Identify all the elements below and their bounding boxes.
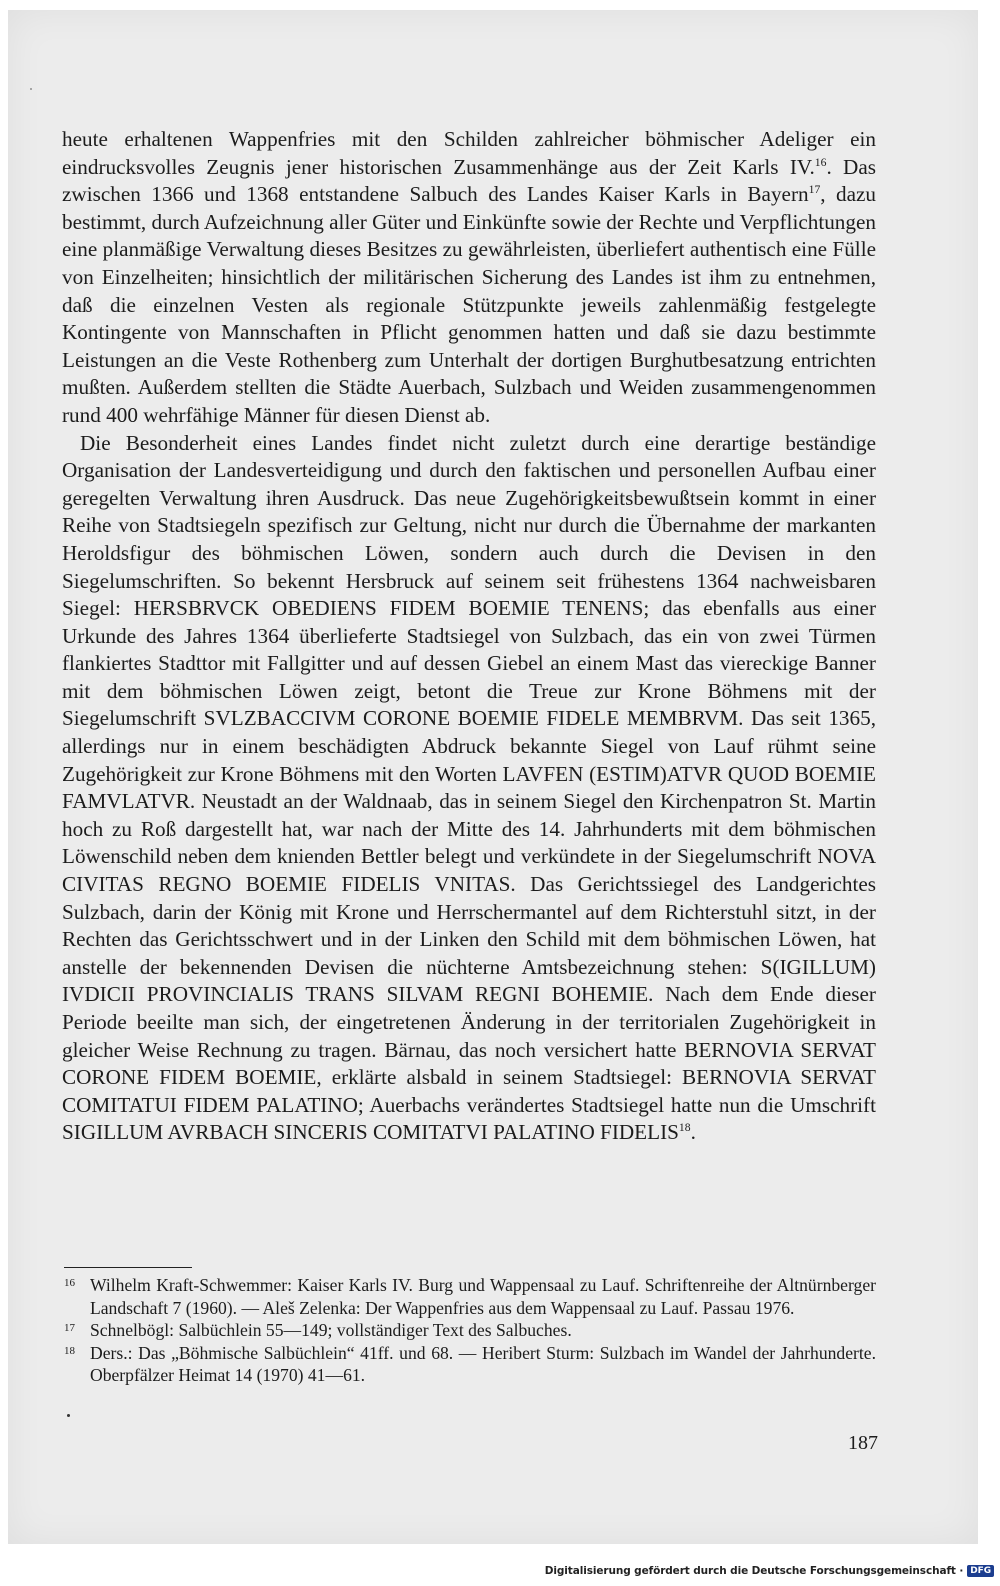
- scan-speck: [67, 1414, 70, 1417]
- dfg-logo: DFG: [967, 1565, 994, 1577]
- paragraph-2: Die Besonderheit eines Landes findet nicht zuletzt durch eine derartige beständige Organisation der Landesverteidigung und durch den faktischen und personellen Aufbau einer geregelten Verwaltung ihren Ausdruck. Das neue Zugehörigkeitsbewußtsein kommt in einer Reihe von Stadtsiegeln spezifisch zur Geltung, nicht nur durch die Übernahme der markanten Heroldsfigur des böhmischen Löwen, sondern auch durch die Devisen in den Siegelumschriften. So bekennt Hersbruck auf seinem seit frühestens 1364 nachweisbaren Siegel: HERSBRVCK OBEDIENS FIDEM BOEMIE TENENS; das ebenfalls aus einer Urkunde des Jahres 1364 überlieferte Stadtsiegel von Sulzbach, das ein von zwei Türmen flankiertes Stadttor mit Fallgitter und auf dessen Giebel an einem Mast das viereckige Banner mit dem böhmischen Löwen zeigt, betont die Treue zur Krone Böhmens mit der Siegelumschrift SVLZBACCIVM CORONE BOEMIE FIDELE MEMBRVM. Das seit 1365, allerdings nur in einem beschädigten Abdruck bekannte Siegel von Lauf rühmt seine Zugehörigkeit zur Krone Böhmens mit den Worten LAVFEN (ESTIM)ATVR QUOD BOEMIE FAMVLATVR. Neustadt an der Waldnaab, das in seinem Siegel den Kirchenpatron St. Martin hoch zu Roß dargestellt hat, war nach der Mitte des 14. Jahrhunderts mit dem böhmischen Löwenschild neben dem knienden Bettler belegt und verkündete in der Siegelumschrift NOVA CIVITAS REGNO BOEMIE FIDELIS VNITAS. Das Gerichtssiegel des Landgerichtes Sulzbach, darin der König mit Krone und Herrschermantel auf dem Richterstuhl sitzt, in der Rechten das Gerichtsschwert und in der Linken den Schild mit dem böhmischen Löwen, hat anstelle der bekennenden Devisen die nüchterne Amtsbezeichnung stehen: S(IGILLUM) IVDICII PROVINCIALIS TRANS SILVAM REGNI BOHEMIE. Nach dem Ende dieser Periode beeilte man sich, der eingetretenen Änderung in der territorialen Zugehörigkeit in gleicher Weise Rechnung zu tragen. Bärnau, das noch versichert hatte BERNOVIA SERVAT CORONE FIDEM BOEMIE, erklärte alsbald in seinem Stadtsiegel: BERNOVIA SERVAT COMITATUI FIDEM PALATINO; Auerbachs verändertes Stadtsiegel hatte nun die Umschrift SIGILLUM AVRBACH SINCERIS COMITATVI PALATINO FIDELIS$^{18}$.: [62, 430, 876, 1145]
- main-text: [62, 126, 876, 1147]
- footnote-18: [64, 1342, 876, 1387]
- footnote-text: Schnelbögl: Salbüchlein 55—149; vollständiger Text des Salbuches.: [90, 1320, 572, 1340]
- footnote-number: 18: [64, 1344, 75, 1357]
- footnote-ref-16: 16: [814, 155, 827, 169]
- footnotes: [64, 1274, 876, 1387]
- page-number: 187: [848, 1432, 878, 1454]
- footnote-ref-18: 18: [678, 1121, 691, 1135]
- footnote-text: Ders.: Das „Böhmische Salbüchlein“ 41ff. und 68. — Heribert Sturm: Sulzbach im Wandel der Jahrhunderte. Oberpfälzer Heimat 14 (1970) 41—61.: [90, 1342, 876, 1385]
- footnote-divider: [64, 1267, 192, 1268]
- digitization-credit: [545, 1562, 994, 1580]
- footnote-number: 17: [64, 1322, 75, 1334]
- footnote-16: [64, 1274, 876, 1319]
- scan-speck: [30, 88, 32, 90]
- credit-text: Digitalisierung gefördert durch die Deutsche Forschungsgemeinschaft ·: [544, 1565, 964, 1577]
- footnote-number: 16: [64, 1277, 75, 1289]
- footnote-text: Wilhelm Kraft-Schwemmer: Kaiser Karls IV. Burg und Wappensaal zu Lauf. Schriftenreihe der Altnürnberger Landschaft 7 (1960). — Aleš Zelenka: Der Wappenfries aus dem Wappensaal zu Lauf. Passau 1976.: [90, 1275, 876, 1318]
- footnote-17: [64, 1319, 876, 1342]
- paragraph-1: heute erhaltenen Wappenfries mit den Schilden zahlreicher böhmischer Adeliger ein eindrucksvolles Zeugnis jener historischen Zusammenhänge aus der Zeit Karls IV.$^{16}$. Das zwischen 1366 und 1368 entstandene Salbuch des Landes Kaiser Karls in Bayern$^{17}$, dazu bestimmt, durch Aufzeichnung aller Güter und Einkünfte sowie der Rechte und Verpflichtungen eine planmäßige Verwaltung dieses Besitzes zu gewährleisten, überliefert authentisch eine Fülle von Einzelheiten; hinsichtlich der militärischen Sicherung des Landes ist ihm zu entnehmen, daß die einzelnen Vesten als regionale Stützpunkte jeweils zahlenmäßig festgelegte Kontingente von Mannschaften in Pflicht genommen hatten und daß sie dazu bestimmte Leistungen an die Veste Rothenberg zum Unterhalt der dortigen Burghutbesatzung entrichten mußten. Außerdem stellten die Städte Auerbach, Sulzbach und Weiden zusammengenommen rund 400 wehrfähige Männer für diesen Dienst ab.: [62, 127, 877, 427]
- footnote-ref-17: 17: [808, 183, 821, 197]
